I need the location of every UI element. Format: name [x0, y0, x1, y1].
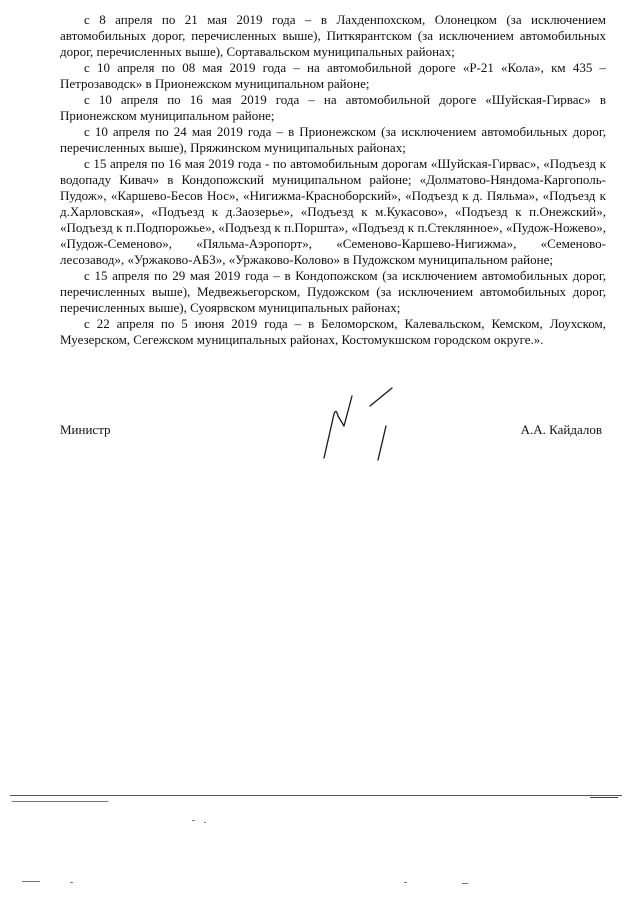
footer-rule-short	[12, 801, 108, 802]
footer-rule-right	[590, 797, 618, 798]
footer-rule	[10, 795, 622, 796]
paragraph-1: с 8 апреля по 21 мая 2019 года – в Лахденпохском, Олонецком (за исключением автомобильных дорог, перечисленных выше), Питкярантском (за исключением автомобильных дорог, перечисленных выше), Сортавальском муниципальных районах;	[60, 12, 606, 59]
paragraph-4: с 10 апреля по 24 мая 2019 года – в Прионежском (за исключением автомобильных дорог, перечисленных выше), Пряжинском муниципальных районах;	[60, 124, 606, 155]
scan-speck	[462, 883, 468, 884]
scan-speck	[192, 820, 195, 821]
paragraph-7: с 22 апреля по 5 июня 2019 года – в Беломорском, Калевальском, Кемском, Лоухском, Муезерском, Сегежском муниципальных районах, Костомукшском городском округе.».	[60, 316, 606, 347]
paragraph-6: с 15 апреля по 29 мая 2019 года – в Кондопожском (за исключением автомобильных дорог, перечисленных выше), Медвежьегорском, Пудожском (за исключением автомобильных дорог, перечисленных выше), Суоярвском муниципальных районах;	[60, 268, 606, 315]
paragraph-3: с 10 апреля по 16 мая 2019 года – на автомобильной дороге «Шуйская-Гирвас» в Прионежском муниципальном районе;	[60, 92, 606, 123]
handwritten-signature	[310, 386, 420, 466]
document-body	[60, 12, 606, 348]
paragraph-2: с 10 апреля по 08 мая 2019 года – на автомобильной дороге «Р-21 «Кола», км 435 – Петрозаводск» в Прионежском муниципальном районе;	[60, 60, 606, 91]
signer-name: А.А. Кайдалов	[520, 422, 602, 437]
paragraph-5: с 15 апреля по 16 мая 2019 года - по автомобильным дорогам «Шуйская-Гирвас», «Подъезд к водопаду Кивач» в Кондопожский муниципальном районе; «Долматово-Няндома-Каргополь-Пудож», «Каршево-Бесов Нос», «Нигижма-Красноборский», «Подъезд к д. Пяльма», «Подъезд к д.Харловская», «Подъезд к д.Заозерье», «Подъезд к м.Кукасово», «Подъезд к п.Онежский», «Подъезд к п.Подпорожье», «Подъезд к п.Поршта», «Подъезд к п.Стеклянное», «Пудож-Ножево», «Пудож-Семеново», «Пяльма-Аэропорт», «Семеново-Каршево-Нигижма», «Семеново-лесозавод», «Уржаково-АБЗ», «Уржаково-Колово» в Пудожском муниципальном районе;	[60, 156, 606, 267]
signer-title: Министр	[60, 422, 111, 437]
scan-speck	[22, 881, 40, 882]
scan-speck	[404, 882, 407, 883]
scan-speck	[70, 882, 73, 883]
scan-speck	[204, 822, 206, 823]
